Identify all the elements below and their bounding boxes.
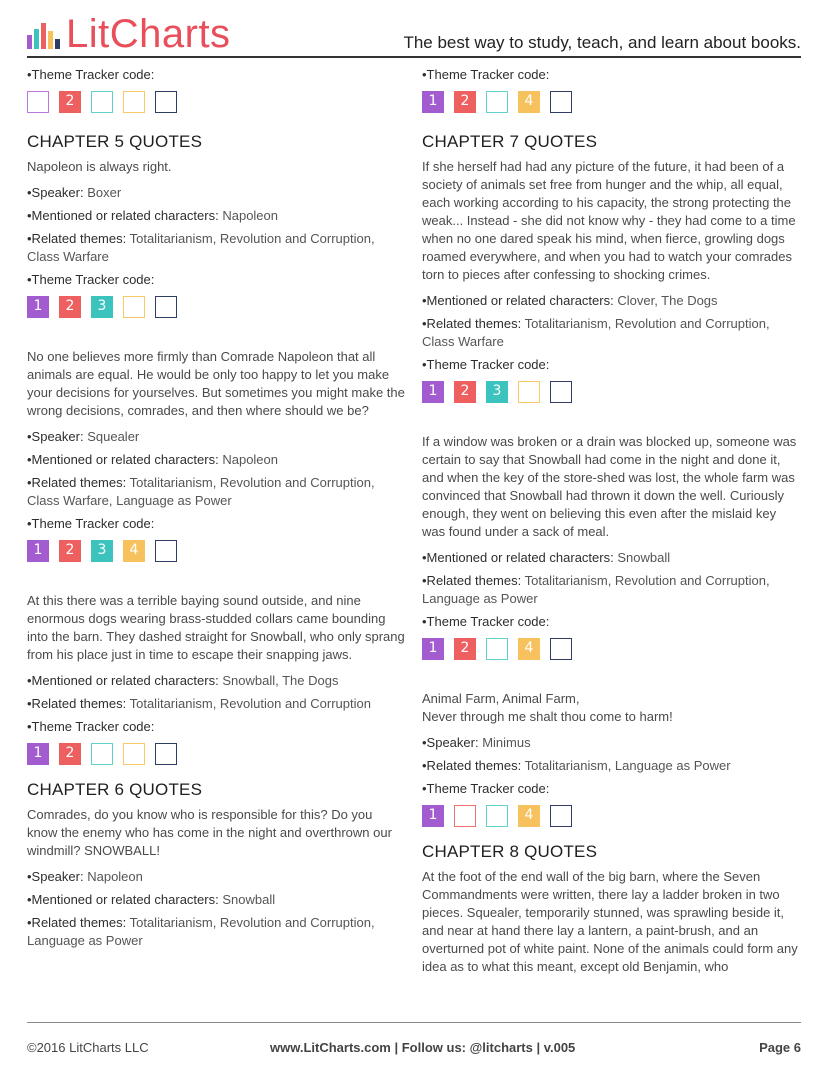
theme-code-box-4 <box>123 743 145 765</box>
quote-text: If she herself had had any picture of the future, it had been of a society of animals set free from hunger and the whip, all equal, each working according to his capacity, the strong protecting the weak... Instead - she did not know why - they had come to a time when no one dared speak his mind, when fierce, growling dogs roamed everywhere, and when you had to watch your comrades torn to pieces after confessing to shocking crimes. <box>422 159 796 282</box>
mentioned-line: •Mentioned or related characters: Snowball, The Dogs <box>27 673 339 688</box>
theme-code-box-5 <box>550 91 572 113</box>
footer-links[interactable]: www.LitCharts.com | Follow us: @litcharts | v.005 <box>270 1040 576 1055</box>
theme-code-box-4 <box>518 381 540 403</box>
quote-text: Napoleon is always right. <box>27 159 172 174</box>
theme-code-box-3: 3 <box>486 381 508 403</box>
theme-code-box-1: 1 <box>27 540 49 562</box>
left-column <box>27 66 405 955</box>
theme-code-box-5 <box>155 296 177 318</box>
theme-code-box-5 <box>155 743 177 765</box>
mentioned-line: •Mentioned or related characters: Snowball <box>27 892 276 907</box>
theme-code-box-3: 3 <box>91 296 113 318</box>
themes-line: •Related themes: Totalitarianism, Revolution and Corruption, Class Warfare <box>27 231 375 264</box>
chapter-heading: CHAPTER 5 QUOTES <box>27 132 203 151</box>
theme-code-box-3: 3 <box>91 540 113 562</box>
theme-tracker-codes <box>27 540 405 562</box>
quote-text: No one believes more firmly than Comrade Napoleon that all animals are equal. He would be only too happy to let you make your decisions for yourselves. But sometimes you might make the wrong decisions, comrades, and then where should we be? <box>27 349 405 418</box>
speaker-line: •Speaker: Napoleon <box>27 869 143 884</box>
theme-code-box-4: 4 <box>518 805 540 827</box>
theme-code-box-1: 1 <box>27 743 49 765</box>
mentioned-line: •Mentioned or related characters: Clover, The Dogs <box>422 293 718 308</box>
speaker-line: •Speaker: Boxer <box>27 185 122 200</box>
mentioned-line: •Mentioned or related characters: Napoleon <box>27 208 278 223</box>
tracker-label: •Theme Tracker code: <box>422 357 550 372</box>
theme-code-box-5 <box>550 381 572 403</box>
mentioned-line: •Mentioned or related characters: Snowball <box>422 550 671 565</box>
quote-text <box>422 690 800 726</box>
theme-tracker-codes <box>422 805 800 827</box>
theme-code-box-2: 2 <box>59 91 81 113</box>
theme-code-box-1 <box>27 91 49 113</box>
quote-line: Animal Farm, Animal Farm, <box>422 691 580 706</box>
themes-line: •Related themes: Totalitarianism, Revolution and Corruption, Language as Power <box>27 915 375 948</box>
tracker-label: •Theme Tracker code: <box>422 614 550 629</box>
quote-text: If a window was broken or a drain was blocked up, someone was certain to say that Snowball had come in the night and done it, and when the key of the store-shed was lost, the whole farm was convinced that Snowball had thrown it down the well. Curiously enough, they went on believing this even after the mislaid key was found under a sack of meal. <box>422 434 797 539</box>
tracker-label: •Theme Tracker code: <box>27 719 155 734</box>
theme-code-box-5 <box>155 91 177 113</box>
logo-text: LitCharts <box>66 12 231 56</box>
tagline: The best way to study, teach, and learn about books. <box>403 33 801 52</box>
themes-line: •Related themes: Totalitarianism, Revolution and Corruption, Class Warfare, Language as Power <box>27 475 375 508</box>
theme-tracker-codes <box>27 91 405 113</box>
quote-text: Comrades, do you know who is responsible for this? Do you know the enemy who has come in the night and overthrown our windmill? SNOWBALL! <box>27 807 392 858</box>
tracker-label: •Theme Tracker code: <box>27 67 155 82</box>
theme-code-box-5 <box>550 805 572 827</box>
theme-code-box-4 <box>123 296 145 318</box>
theme-code-box-3 <box>486 805 508 827</box>
page-number: Page 6 <box>759 1040 801 1055</box>
theme-tracker-codes <box>422 638 800 660</box>
page-header <box>27 14 801 58</box>
theme-code-box-5 <box>550 638 572 660</box>
theme-code-box-2: 2 <box>59 296 81 318</box>
theme-code-box-4: 4 <box>518 638 540 660</box>
chapter-heading: CHAPTER 8 QUOTES <box>422 842 598 861</box>
themes-line: •Related themes: Totalitarianism, Language as Power <box>422 758 731 773</box>
theme-code-box-4: 4 <box>123 540 145 562</box>
theme-code-box-4: 4 <box>518 91 540 113</box>
theme-code-box-2: 2 <box>454 91 476 113</box>
tracker-label: •Theme Tracker code: <box>27 272 155 287</box>
theme-code-box-4 <box>123 91 145 113</box>
theme-code-box-1: 1 <box>422 638 444 660</box>
theme-code-box-1: 1 <box>422 805 444 827</box>
page-footer <box>27 1022 801 1062</box>
right-column <box>422 66 800 984</box>
copyright: ©2016 LitCharts LLC <box>27 1040 149 1055</box>
tracker-label: •Theme Tracker code: <box>27 516 155 531</box>
theme-code-box-2: 2 <box>59 743 81 765</box>
theme-code-box-3 <box>91 91 113 113</box>
litcharts-logo[interactable] <box>27 14 231 54</box>
theme-code-box-2 <box>454 805 476 827</box>
themes-line: •Related themes: Totalitarianism, Revolution and Corruption <box>27 696 371 711</box>
theme-code-box-2: 2 <box>454 638 476 660</box>
theme-tracker-codes <box>422 381 800 403</box>
theme-code-box-5 <box>155 540 177 562</box>
speaker-line: •Speaker: Minimus <box>422 735 531 750</box>
tracker-label: •Theme Tracker code: <box>422 67 550 82</box>
theme-code-box-3 <box>486 91 508 113</box>
tracker-label: •Theme Tracker code: <box>422 781 550 796</box>
theme-tracker-codes <box>422 91 800 113</box>
theme-code-box-1: 1 <box>27 296 49 318</box>
theme-code-box-2: 2 <box>59 540 81 562</box>
quote-text: At this there was a terrible baying sound outside, and nine enormous dogs wearing brass-studded collars came bounding into the barn. They dashed straight for Snowball, who only sprang from his place just in time to escape their snapping jaws. <box>27 593 405 662</box>
mentioned-line: •Mentioned or related characters: Napoleon <box>27 452 278 467</box>
themes-line: •Related themes: Totalitarianism, Revolution and Corruption, Language as Power <box>422 573 770 606</box>
quote-line: Never through me shalt thou come to harm! <box>422 709 673 724</box>
logo-bars-icon <box>27 21 62 49</box>
speaker-line: •Speaker: Squealer <box>27 429 140 444</box>
theme-code-box-1: 1 <box>422 91 444 113</box>
chapter-heading: CHAPTER 7 QUOTES <box>422 132 598 151</box>
chapter-heading: CHAPTER 6 QUOTES <box>27 780 203 799</box>
theme-code-box-3 <box>486 638 508 660</box>
theme-tracker-codes <box>27 296 405 318</box>
themes-line: •Related themes: Totalitarianism, Revolution and Corruption, Class Warfare <box>422 316 770 349</box>
theme-code-box-1: 1 <box>422 381 444 403</box>
theme-tracker-codes <box>27 743 405 765</box>
theme-code-box-3 <box>91 743 113 765</box>
quote-text: At the foot of the end wall of the big barn, where the Seven Commandments were written, there lay a ladder broken in two pieces. Squealer, temporarily stunned, was sprawling beside it, and near at hand there lay a lantern, a paint-brush, and an overturned pot of white paint. None of the animals could form any idea as to what this meant, except old Benjamin, who <box>422 869 798 974</box>
theme-code-box-2: 2 <box>454 381 476 403</box>
